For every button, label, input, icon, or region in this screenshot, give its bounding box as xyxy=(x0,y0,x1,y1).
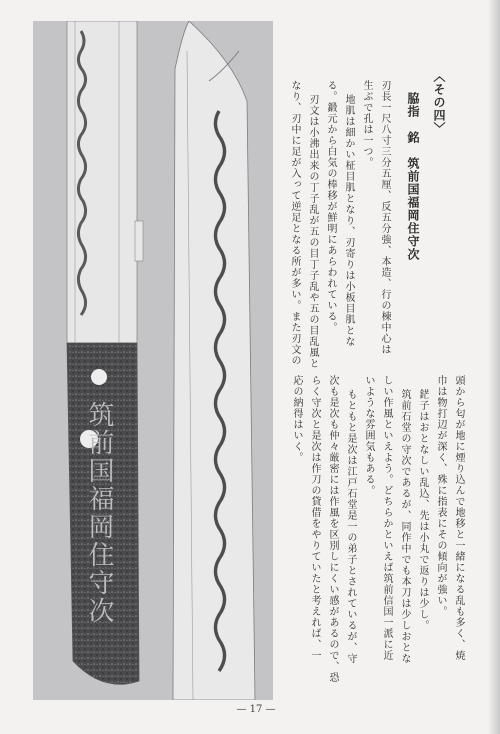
sword-illustration-plate xyxy=(33,21,273,700)
text-column: る。鍛元から白気の棒移が鮮明にあらわれている。 xyxy=(325,80,336,333)
text-column: 応の納得はいく。 xyxy=(291,375,302,463)
text-column: いような雰囲気もある。 xyxy=(363,375,374,496)
binding-edge xyxy=(488,0,500,734)
text-column: しい作風といえよう。どちらかといえば筑前信国一派に近 xyxy=(381,375,392,661)
tang-inscription: 筑前国福岡住守次 xyxy=(84,401,114,625)
text-column: 次も是次も仲々厳密には作風を区別しにくい感があるので、恐 xyxy=(327,375,338,683)
text-column: 刃長一尺八寸三分五厘、反五分強、本造、行の棟中心は xyxy=(379,80,390,355)
text-column: 地肌は細かい柾目肌となり、刃寄りは小板目肌とな xyxy=(343,94,354,347)
page-number: — 17 — xyxy=(236,704,276,715)
text-column: 生ぶで孔は一つ。 xyxy=(361,80,372,168)
sword-illustration xyxy=(33,21,273,700)
text-column: 鋩子はおとなしい乱込、先は小丸で返りは少し。 xyxy=(417,389,428,631)
text-column: なり、刃中に足が入って逆足となる所が多い。また刃文の xyxy=(289,80,300,366)
text-column: らく守次と是次は作刀の貸借をやりていたと考えれば、一 xyxy=(309,375,320,661)
text-column: もともと是次は江戸石堂是一の弟子とされているが、守 xyxy=(345,389,356,664)
text-column: 巾は物打辺が深く、殊に指表にその傾向が強い。 xyxy=(435,375,446,617)
text-column: 刃文は小沸出来の丁子乱が五の目丁子乱や五の目乱風と xyxy=(307,94,318,369)
text-column: 頭から匂が地に煙り込んで地移と一緒になる乱も多く、焼 xyxy=(453,375,464,661)
text-column: 筑前石堂の守次であるが、同作中でも本刀は少しおとな xyxy=(399,389,410,664)
section-heading: 〈その四〉 xyxy=(432,70,446,135)
sword-title: 脇指 銘 筑前国福岡住守次 xyxy=(406,92,420,261)
